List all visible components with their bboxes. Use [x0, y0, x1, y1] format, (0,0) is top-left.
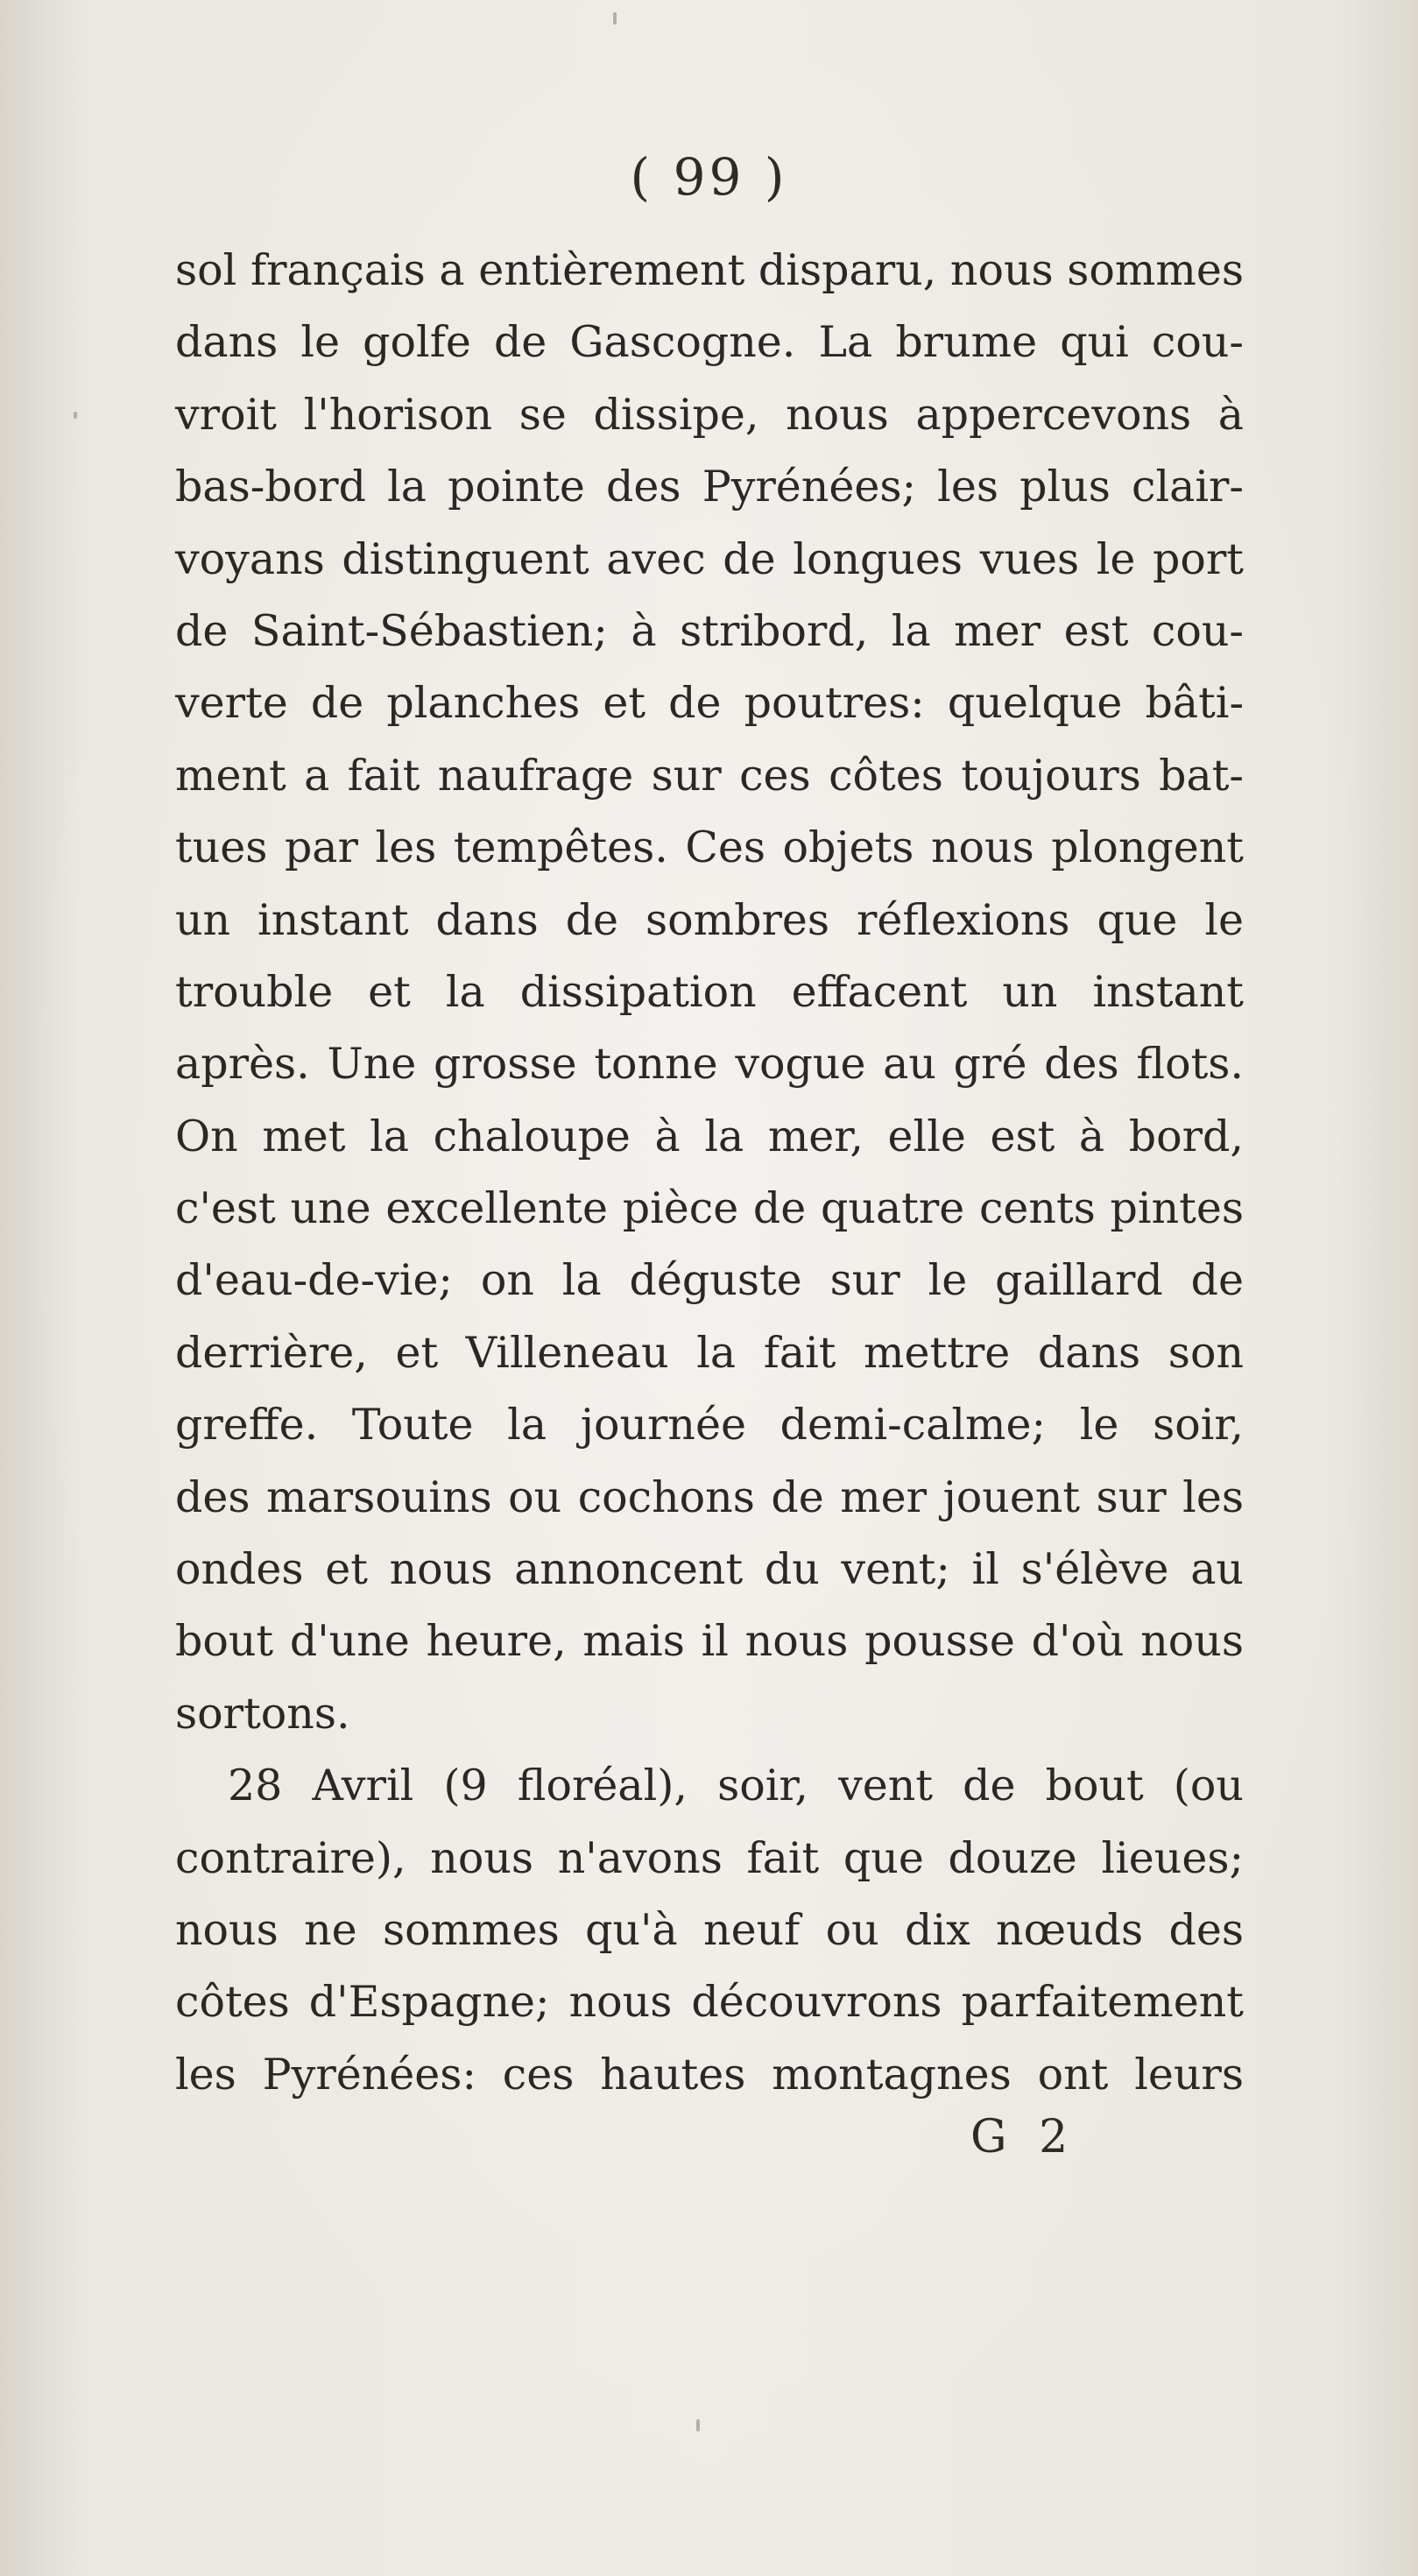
text-line: après. Une grosse tonne vogue au gré des flots. [175, 1039, 1244, 1090]
text-line: On met la chaloupe à la mer, elle est à bord, [175, 1111, 1244, 1161]
page-number: ( 99 ) [630, 147, 788, 207]
text-line: sol français a entièrement disparu, nous sommes [175, 245, 1244, 295]
text-line: sortons. [175, 1688, 350, 1739]
paper-speck [696, 2419, 700, 2431]
text-line: vroit l'horison se dissipe, nous appercevons à [175, 389, 1244, 440]
paper-speck [74, 412, 77, 419]
text-line: nous ne sommes qu'à neuf ou dix nœuds des [175, 1904, 1244, 1955]
text-line: trouble et la dissipation effacent un instant [175, 966, 1244, 1017]
text-line: voyans distinguent avec de longues vues le port [175, 533, 1244, 584]
text-line: dans le golfe de Gascogne. La brume qui cou- [175, 317, 1244, 368]
text-line: bas-bord la pointe des Pyrénées; les plus clair- [175, 462, 1244, 512]
text-line: d'eau-de-vie; on la déguste sur le gaillard de [175, 1255, 1244, 1306]
text-line: de Saint-Sébastien; à stribord, la mer est cou- [175, 605, 1244, 656]
text-line: 28 Avril (9 floréal), soir, vent de bout (ou [228, 1761, 1244, 1811]
body-text [175, 235, 1244, 2111]
text-line: ondes et nous annoncent du vent; il s'élève au [175, 1544, 1244, 1595]
text-line: derrière, et Villeneau la fait mettre dans son [175, 1327, 1244, 1378]
text-line: un instant dans de sombres réflexions que le [175, 894, 1244, 945]
text-line: les Pyrénées: ces hautes montagnes ont leurs [175, 2049, 1244, 2100]
text-line: greffe. Toute la journée demi-calme; le soir, [175, 1400, 1244, 1450]
text-line: des marsouins ou cochons de mer jouent sur les [175, 1471, 1244, 1522]
signature-mark: G 2 [970, 2111, 1077, 2163]
paper-speck [613, 12, 617, 25]
text-line: verte de planches et de poutres: quelque bâti- [175, 678, 1244, 729]
text-line: tues par les tempêtes. Ces objets nous plongent [175, 822, 1244, 873]
text-line: c'est une excellente pièce de quatre cents pintes [175, 1183, 1244, 1234]
text-line: côtes d'Espagne; nous découvrons parfaitement [175, 1977, 1244, 2028]
text-line: bout d'une heure, mais il nous pousse d'où nous [175, 1616, 1244, 1667]
text-line: ment a fait naufrage sur ces côtes toujours bat- [175, 750, 1244, 801]
text-line: contraire), nous n'avons fait que douze lieues; [175, 1832, 1244, 1883]
